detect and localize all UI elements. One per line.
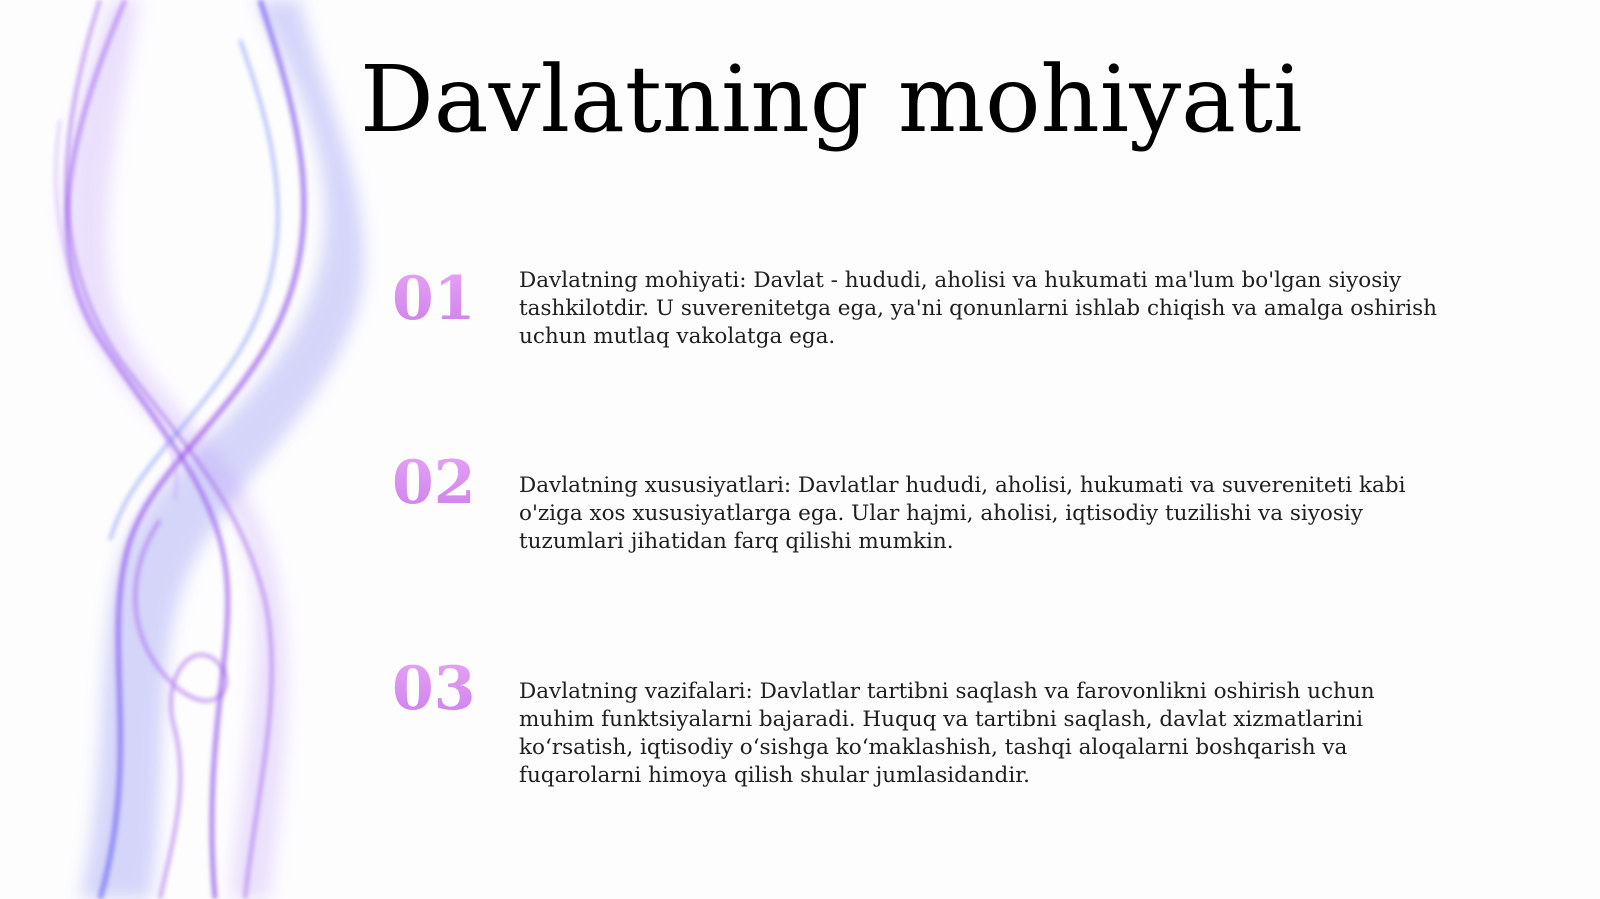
item-text: Davlatning vazifalari: Davlatlar tartibni saqlash va farovonlikni oshirish uchun muhim funktsiyalarni bajaradi. Huquq va tartibni saqlash, davlat xizmatlarini ko‘rsatish, iqtisodiy o‘sishga ko‘maklashish, tashqi aloqalarni boshqarish va fuqarolarni himoya qilish shular jumlasidandir. (519, 679, 1375, 788)
smoke-decoration (0, 0, 400, 899)
item-number: 03 (392, 654, 502, 724)
item-number: 02 (392, 448, 502, 518)
item-text: Davlatning mohiyati: Davlat - hududi, aholisi va hukumati ma'lum bo'lgan siyosiy tashkilotdir. U suverenitetga ega, ya'ni qonunlarni ishlab chiqish va amalga oshirish uchun mutlaq vakolatga ega. (519, 268, 1437, 349)
item-text: Davlatning xususiyatlari: Davlatlar hududi, aholisi, hukumati va suvereniteti kabi o'ziga xos xususiyatlarga ega. Ular hajmi, aholisi, iqtisodiy tuzilishi va siyosiy tuzumlari jihatidan farq qilishi mumkin. (519, 473, 1406, 554)
slide-title: Davlatning mohiyati (360, 46, 1303, 153)
item-number: 01 (392, 264, 502, 334)
